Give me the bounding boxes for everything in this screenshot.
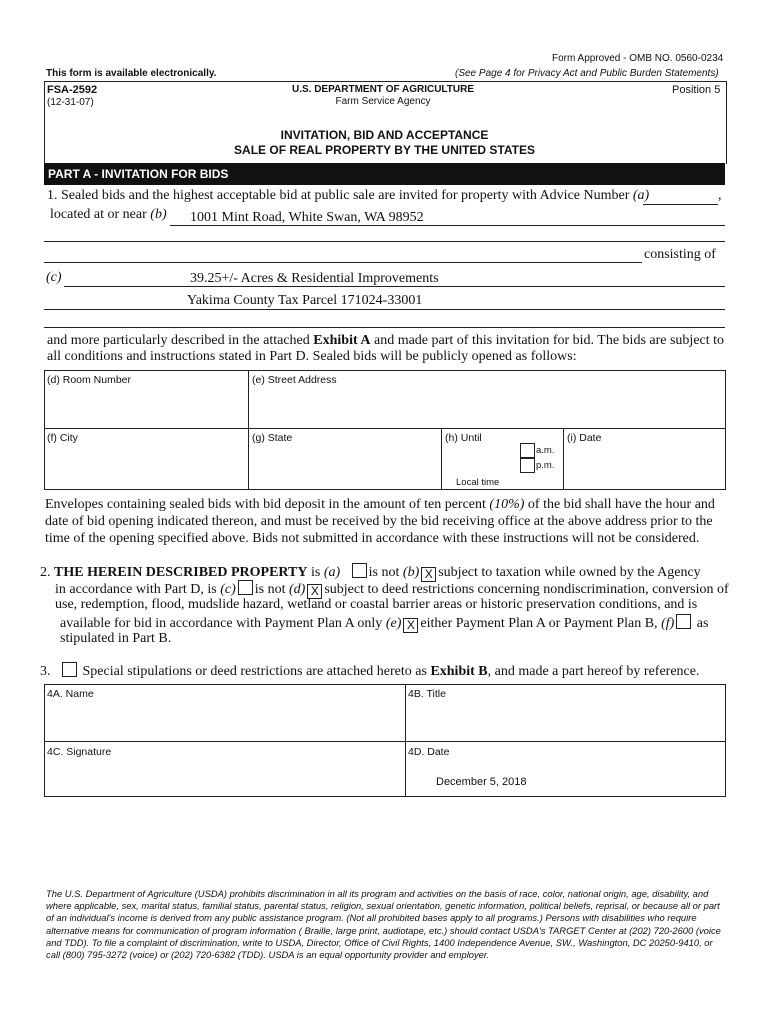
item2-line3: use, redemption, flood, mudslide hazard, wetland or coastal barrier areas or historic preservation conditions, and is bbox=[55, 597, 698, 612]
description-value2[interactable]: Yakima County Tax Parcel 171024-33001 bbox=[187, 293, 423, 308]
advice-comma: , bbox=[718, 188, 722, 203]
location-line3 bbox=[44, 262, 642, 263]
name-label: 4A. Name bbox=[47, 688, 94, 700]
item2-label-f: (f) bbox=[661, 616, 675, 631]
item3-pre: Special stipulations or deed restrictions are attached hereto as bbox=[82, 664, 427, 679]
located-label: located at or near bbox=[50, 207, 147, 222]
exhibit-a-ref: Exhibit A bbox=[313, 333, 371, 348]
item3-num: 3. bbox=[40, 664, 51, 679]
payment-plan-stipulated-checkbox[interactable] bbox=[676, 614, 691, 629]
label-b: (b) bbox=[150, 207, 167, 222]
item2-heading: THE HEREIN DESCRIBED PROPERTY bbox=[54, 565, 308, 580]
item2-subject-tax: subject to taxation while owned by the Agency bbox=[438, 565, 701, 580]
state-label: (g) State bbox=[252, 432, 293, 444]
signature-label: 4C. Signature bbox=[47, 746, 112, 758]
item2-is-not2: is not bbox=[254, 582, 286, 597]
date-4d-label: 4D. Date bbox=[408, 746, 450, 758]
date-4d-value[interactable]: December 5, 2018 bbox=[436, 776, 527, 788]
taxation-is-not-checkbox[interactable]: X bbox=[421, 567, 436, 582]
location-value[interactable]: 1001 Mint Road, White Swan, WA 98952 bbox=[190, 210, 424, 225]
item2-line4-mid: either Payment Plan A or Payment Plan B, bbox=[420, 616, 658, 631]
am-label: a.m. bbox=[536, 445, 555, 456]
item2-line5: stipulated in Part B. bbox=[60, 631, 172, 646]
nondiscrimination-statement: The U.S. Department of Agriculture (USDA) prohibits discrimination in all its program and activities on the basis of race, color, national origin, age, disability, and where applicable, sex, marital status, familial status, parental status, religion, sexual orientation, genetic information, political beliefs, reprisal, or because all or part of an individual's income is derived from any public assistance program. (Not all prohibited bases apply to all programs.) Persons with disabilities who require alternative means for communication of program information ( Braille, large print, audiotape, etc.) should contact USDA's TARGET Center at (202) 720-2600 (voice and TDD). To file a complaint of discrimination, write to USDA, Director, Office of Civil Rights, 1400 Independence Avenue, SW., Washington, DC 20250-9410, or call (800) 795-3272 (voice) or (202) 720-6382 (TDD). USDA is an equal opportunity provider and employer. bbox=[46, 888, 721, 961]
payment-plan-a-only-checkbox[interactable]: X bbox=[403, 618, 418, 633]
pm-checkbox[interactable] bbox=[520, 458, 535, 473]
department-name: U.S. DEPARTMENT OF AGRICULTURE bbox=[291, 84, 475, 95]
street-address-label: (e) Street Address bbox=[252, 374, 337, 386]
envelopes-post: of the bid shall have the hour and bbox=[527, 497, 715, 512]
table-divider-1 bbox=[248, 370, 249, 490]
item2-as: as bbox=[696, 616, 709, 631]
date-label: (i) Date bbox=[567, 432, 602, 444]
exhibit-pre: and more particularly described in the attached bbox=[47, 333, 310, 348]
label-c: (c) bbox=[46, 270, 62, 285]
part-a-line1 bbox=[47, 188, 649, 204]
special-stipulations-checkbox[interactable] bbox=[62, 662, 77, 677]
item2-is: is bbox=[311, 565, 321, 580]
pm-label: p.m. bbox=[536, 460, 555, 471]
item2-line4-pre: available for bid in accordance with Payment Plan A only bbox=[60, 616, 383, 631]
item2-line2-pre: in accordance with Part D, is bbox=[55, 582, 217, 597]
item2-is-not: is not bbox=[368, 565, 400, 580]
exhibit-a-line2: all conditions and instructions stated in Part D. Sealed bids will be publicly opened as follows: bbox=[47, 349, 577, 364]
item3-post: , and made a part hereof by reference. bbox=[487, 664, 700, 679]
until-label: (h) Until bbox=[445, 432, 482, 444]
envelopes-pct: (10%) bbox=[489, 497, 525, 512]
located-text bbox=[50, 207, 167, 223]
form-title-line1: INVITATION, BID AND ACCEPTANCE bbox=[280, 128, 489, 142]
label-a: (a) bbox=[632, 188, 650, 203]
deed-restriction-is-not-checkbox[interactable]: X bbox=[307, 584, 322, 599]
item2-label-e: (e) bbox=[385, 616, 402, 631]
item2-label-d: (d) bbox=[289, 582, 306, 597]
deed-restriction-is-checkbox[interactable] bbox=[238, 580, 253, 595]
consisting-of: consisting of bbox=[644, 247, 716, 262]
title-label: 4B. Title bbox=[408, 688, 446, 700]
room-number-label: (d) Room Number bbox=[47, 374, 132, 386]
description-line2 bbox=[44, 309, 725, 310]
exhibit-b-ref: Exhibit B bbox=[430, 664, 488, 679]
form-date: (12-31-07) bbox=[47, 97, 94, 108]
part-a-heading: PART A - INVITATION FOR BIDS bbox=[48, 167, 229, 181]
signature-row-divider bbox=[44, 741, 726, 742]
item2-label-b: (b) bbox=[402, 565, 420, 580]
am-checkbox[interactable] bbox=[520, 443, 535, 458]
agency-name: Farm Service Agency bbox=[335, 96, 431, 107]
exhibit-post: and made part of this invitation for bid. The bids are subject to bbox=[373, 333, 725, 348]
item3-line bbox=[40, 662, 699, 680]
local-time-label: Local time bbox=[456, 477, 500, 488]
item2-label-c: (c) bbox=[220, 582, 236, 597]
table-divider-3 bbox=[563, 428, 564, 490]
privacy-note: (See Page 4 for Privacy Act and Public Burden Statements) bbox=[455, 68, 719, 79]
city-label: (f) City bbox=[47, 432, 78, 444]
advice-number-field[interactable] bbox=[643, 204, 718, 205]
taxation-is-checkbox[interactable] bbox=[352, 563, 367, 578]
location-line2 bbox=[44, 241, 725, 242]
form-title-line2: SALE OF REAL PROPERTY BY THE UNITED STATES bbox=[234, 143, 535, 157]
description-value1[interactable]: 39.25+/- Acres & Residential Improvements bbox=[190, 271, 439, 286]
envelopes-pre: Envelopes containing sealed bids with bid deposit in the amount of ten percent bbox=[45, 497, 486, 512]
item2-label-a: (a) bbox=[323, 565, 341, 580]
table-divider-2 bbox=[441, 428, 442, 490]
item2-line2-post: subject to deed restrictions concerning nondiscrimination, conversion of bbox=[324, 582, 729, 597]
exhibit-a-line bbox=[47, 333, 727, 349]
advice-intro: 1. Sealed bids and the highest acceptable bid at public sale are invited for property with Advice Number bbox=[47, 188, 630, 203]
table-row-divider bbox=[44, 428, 726, 429]
available-electronically: This form is available electronically. bbox=[46, 68, 217, 79]
bid-opening-table bbox=[44, 370, 726, 490]
form-number: FSA-2592 bbox=[47, 84, 98, 96]
envelopes-line2: date of bid opening indicated thereon, and must be received by the bid receiving office at the above address prior to the bbox=[45, 514, 713, 529]
part-a-heading-bar bbox=[44, 163, 725, 185]
position-label: Position 5 bbox=[672, 84, 721, 96]
envelopes-line1 bbox=[45, 497, 715, 513]
item2-num: 2. bbox=[40, 565, 51, 580]
description-line3 bbox=[44, 327, 725, 328]
envelopes-line3: time of the opening specified above. Bids not submitted in accordance with these instructions will not be considered. bbox=[45, 531, 700, 546]
omb-approval: Form Approved - OMB NO. 0560-0234 bbox=[552, 53, 724, 64]
